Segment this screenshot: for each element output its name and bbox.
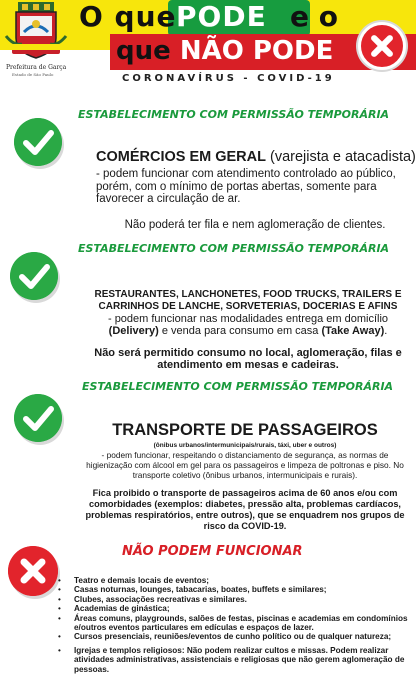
section-1-note: Não poderá ter fila e nem aglomeração de clientes. [124, 219, 386, 231]
x-icon [8, 546, 58, 596]
title-nao-pode: NÃO PODE [179, 36, 334, 66]
list-item: • Igrejas e templos religiosos: Não podem realizar cultos e missas. Podem realizar atividades administrativas, assistenciais e religiosas que não gerem aglomeração de pessoas. [64, 646, 412, 674]
section-1-heading-bold: COMÉRCIOS EM GERAL [96, 149, 266, 165]
prefeitura-name: Prefeitura de Garça [6, 64, 67, 71]
title-part1: O que [79, 0, 177, 33]
section-2-body-e: . [384, 325, 388, 337]
nao-podem-title: NÃO PODEM FUNCIONAR [122, 544, 303, 559]
title-pode: PODE [176, 0, 267, 33]
list-item: • Teatro e demais locais de eventos; [64, 576, 412, 585]
section-2-body-c: e venda para consumo em casa [158, 325, 322, 337]
section-2-body-takeaway: (Take Away) [321, 325, 385, 337]
section-2-body-a: - podem funcionar nas modalidades entrega em domicílio [107, 313, 389, 325]
x-icon [358, 22, 406, 70]
section-2-title: ESTABELECIMENTO COM PERMISSÃO TEMPORÁRIA [78, 242, 390, 255]
section-1-title: ESTABELECIMENTO COM PERMISSÃO TEMPORÁRIA [78, 108, 390, 121]
section-1-heading-rest: (varejista e atacadista) [265, 149, 416, 165]
list-item: • Cursos presenciais, reuniões/eventos de cunho político ou de qualquer natureza; [64, 632, 412, 641]
title-que: que [116, 36, 171, 66]
subtitle: CORONAVÍRUS - COVID-19 [122, 73, 335, 84]
section-3-body: - podem funcionar, respeitando o distanciamento de segurança, as normas de higienização com álcool em gel para os passageiros e limpeza de poltronas e piso. No transporte coletivo (ônibus urbanos, intermunicipais e rurais). [86, 450, 404, 480]
section-3-subheading: (ônibus urbanos/intermunicipais/rurais, táxi, uber e outros) [153, 442, 337, 449]
section-3-note: Fica proibido o transporte de passageiros acima de 60 anos e/ou com comorbidades (exemplos: diabetes, pressão alta, problemas cardíacos, problemas respiratórios, entre outros), que se enquadrem nos grupos de risco da COVID-19. [85, 488, 405, 531]
section-3-heading: TRANSPORTE DE PASSAGEIROS [112, 421, 378, 439]
prohibited-list [64, 576, 412, 674]
section-2-note: Não será permitido consumo no local, aglomeração, filas e atendimento em mesas e cadeiras. [94, 347, 402, 371]
section-1-heading [96, 151, 416, 164]
list-item: • Academias de ginástica; [64, 604, 412, 613]
check-icon [10, 252, 58, 300]
list-item: • Casas noturnas, lounges, tabacarias, boates, buffets e similares; [64, 585, 412, 594]
list-item: • Clubes, associações recreativas e similares. [64, 595, 412, 604]
check-icon [14, 394, 62, 442]
section-3-title: ESTABELECIMENTO COM PERMISSÃO TEMPORÁRIA [82, 380, 394, 393]
header [0, 0, 416, 96]
section-2-heading: RESTAURANTES, LANCHONETES, FOOD TRUCKS, TRAILERS E CARRINHOS DE LANCHE, SORVETERIAS, DOCERIAS E AFINS [94, 289, 402, 312]
prefeitura-state: Estado de São Paulo [12, 72, 54, 77]
title-eo: e o [290, 0, 338, 33]
check-icon [14, 118, 62, 166]
section-2-body-delivery: (Delivery) [108, 325, 159, 337]
title-line2 [116, 36, 333, 66]
city-crest-logo [4, 2, 68, 60]
section-2-body [86, 313, 410, 337]
list-item: • Áreas comuns, playgrounds, salões de festas, piscinas e academias em condomínios e/outros eventos particulares em edículas e espaços de lazer. [64, 614, 412, 633]
section-1-body: - podem funcionar com atendimento controlado ao público, porém, com o mínimo de portas abertas, somente para favorecer a circulação de ar. [96, 168, 396, 205]
